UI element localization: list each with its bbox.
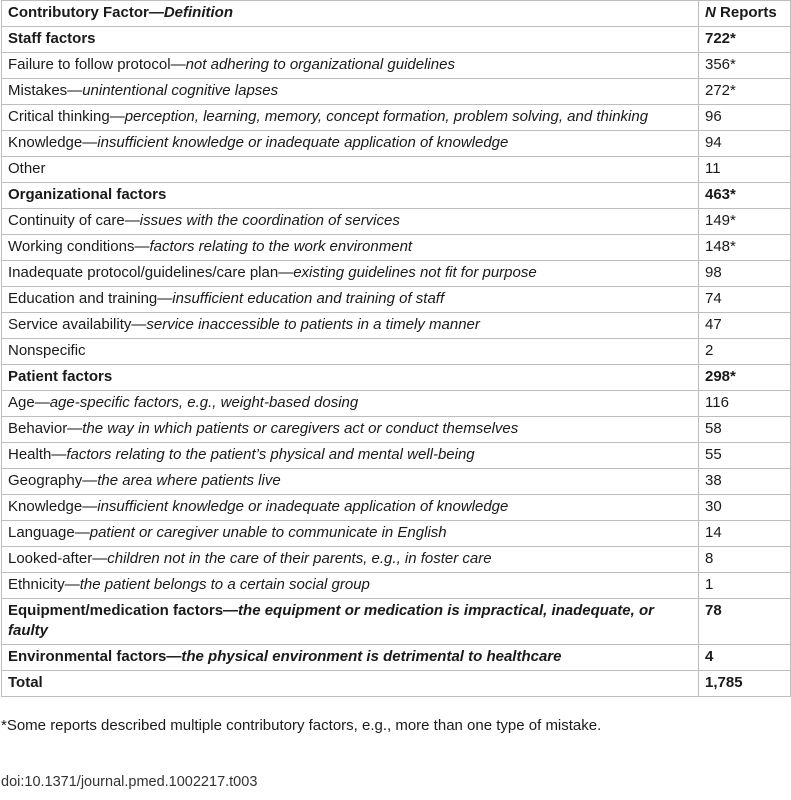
n-reports-cell: 356* bbox=[699, 53, 791, 79]
factor-cell: Knowledge—insufficient knowledge or inadequate application of knowledge bbox=[2, 131, 699, 157]
factor-label: Total bbox=[8, 674, 43, 691]
factor-cell: Education and training—insufficient education and training of staff bbox=[2, 287, 699, 313]
factor-label: Geography bbox=[8, 472, 83, 489]
n-reports-cell: 55 bbox=[699, 443, 791, 469]
table-row bbox=[2, 261, 791, 287]
category-row bbox=[2, 365, 791, 391]
factor-cell: Failure to follow protocol—not adhering to organizational guidelines bbox=[2, 53, 699, 79]
factor-definition: children not in the care of their parents, e.g., in foster care bbox=[107, 550, 492, 567]
factor-definition: patient or caregiver unable to communicate in English bbox=[89, 524, 447, 541]
factor-label: Inadequate protocol/guidelines/care plan bbox=[8, 264, 279, 281]
factor-cell bbox=[2, 365, 699, 391]
contributory-factors-table bbox=[1, 0, 791, 697]
factor-label: Mistakes bbox=[8, 82, 68, 99]
header-reports-label: Reports bbox=[720, 4, 777, 21]
factor-cell: Environmental factors—the physical environment is detrimental to healthcare bbox=[2, 645, 699, 671]
factor-cell bbox=[2, 27, 699, 53]
table-row bbox=[2, 287, 791, 313]
factor-label: Health bbox=[8, 446, 52, 463]
factor-cell: Behavior—the way in which patients or caregivers act or conduct themselves bbox=[2, 417, 699, 443]
factor-cell bbox=[2, 339, 699, 365]
n-reports-cell: 96 bbox=[699, 105, 791, 131]
n-reports-cell: 38 bbox=[699, 469, 791, 495]
factor-definition: the physical environment is detrimental to healthcare bbox=[181, 648, 562, 665]
factor-label: Working conditions bbox=[8, 238, 135, 255]
factor-definition: the patient belongs to a certain social group bbox=[79, 576, 370, 593]
factor-definition: factors relating to the work environment bbox=[149, 238, 413, 255]
category-row bbox=[2, 599, 791, 645]
factor-cell: Inadequate protocol/guidelines/care plan—existing guidelines not fit for purpose bbox=[2, 261, 699, 287]
factor-definition: perception, learning, memory, concept formation, problem solving, and thinking bbox=[124, 108, 649, 125]
table-row bbox=[2, 391, 791, 417]
header-n-reports bbox=[699, 1, 791, 27]
n-reports-cell: 94 bbox=[699, 131, 791, 157]
category-row bbox=[2, 183, 791, 209]
table-row bbox=[2, 521, 791, 547]
factor-label: Organizational factors bbox=[8, 186, 167, 203]
n-reports-cell: 78 bbox=[699, 599, 791, 645]
header-n-label: N bbox=[705, 4, 716, 21]
factor-label: Behavior bbox=[8, 420, 68, 437]
table-row bbox=[2, 131, 791, 157]
factor-definition: the area where patients live bbox=[97, 472, 281, 489]
factor-label: Continuity of care bbox=[8, 212, 125, 229]
factor-definition: service inaccessible to patients in a timely manner bbox=[146, 316, 480, 333]
table-row bbox=[2, 443, 791, 469]
n-reports-cell: 98 bbox=[699, 261, 791, 287]
category-row bbox=[2, 27, 791, 53]
table-row bbox=[2, 547, 791, 573]
factor-label: Looked-after bbox=[8, 550, 93, 567]
factor-label: Age bbox=[8, 394, 35, 411]
factor-label: Equipment/medication factors bbox=[8, 602, 224, 619]
n-reports-cell: 4 bbox=[699, 645, 791, 671]
factor-label: Staff factors bbox=[8, 30, 96, 47]
table-row bbox=[2, 53, 791, 79]
doi-label: doi:10.1371/journal.pmed.1002217.t003 bbox=[1, 774, 258, 790]
factor-cell: Knowledge—insufficient knowledge or inadequate application of knowledge bbox=[2, 495, 699, 521]
n-reports-cell: 1,785 bbox=[699, 671, 791, 697]
factor-cell: Working conditions—factors relating to the work environment bbox=[2, 235, 699, 261]
factor-definition: issues with the coordination of services bbox=[139, 212, 400, 229]
n-reports-cell: 58 bbox=[699, 417, 791, 443]
factor-definition: age-specific factors, e.g., weight-based dosing bbox=[49, 394, 359, 411]
factor-label: Failure to follow protocol bbox=[8, 56, 171, 73]
factor-label: Nonspecific bbox=[8, 342, 86, 359]
n-reports-cell: 11 bbox=[699, 157, 791, 183]
n-reports-cell: 116 bbox=[699, 391, 791, 417]
table-row bbox=[2, 495, 791, 521]
factor-definition: factors relating to the patient’s physical and mental well-being bbox=[66, 446, 475, 463]
factor-label: Ethnicity bbox=[8, 576, 65, 593]
table-row bbox=[2, 79, 791, 105]
factor-definition: insufficient education and training of staff bbox=[172, 290, 445, 307]
table-row bbox=[2, 105, 791, 131]
n-reports-cell: 722* bbox=[699, 27, 791, 53]
factor-label: Other bbox=[8, 160, 46, 177]
factor-cell: Service availability—service inaccessible to patients in a timely manner bbox=[2, 313, 699, 339]
factor-cell: Critical thinking—perception, learning, memory, concept formation, problem solving, and thinking bbox=[2, 105, 699, 131]
factor-cell bbox=[2, 671, 699, 697]
table-row bbox=[2, 469, 791, 495]
category-row bbox=[2, 645, 791, 671]
table-footnote: *Some reports described multiple contributory factors, e.g., more than one type of mistake. bbox=[1, 717, 602, 734]
n-reports-cell: 298* bbox=[699, 365, 791, 391]
factor-cell: Geography—the area where patients live bbox=[2, 469, 699, 495]
factor-definition: the equipment or medication is impractical, inadequate, or faulty bbox=[8, 602, 654, 639]
factor-cell: Age—age-specific factors, e.g., weight-based dosing bbox=[2, 391, 699, 417]
table-row bbox=[2, 573, 791, 599]
factor-cell bbox=[2, 183, 699, 209]
factor-cell: Mistakes—unintentional cognitive lapses bbox=[2, 79, 699, 105]
factor-label: Service availability bbox=[8, 316, 132, 333]
n-reports-cell: 2 bbox=[699, 339, 791, 365]
factor-cell: Continuity of care—issues with the coordination of services bbox=[2, 209, 699, 235]
factor-definition: not adhering to organizational guidelines bbox=[185, 56, 455, 73]
table-row bbox=[2, 235, 791, 261]
table-row bbox=[2, 209, 791, 235]
n-reports-cell: 272* bbox=[699, 79, 791, 105]
n-reports-cell: 149* bbox=[699, 209, 791, 235]
header-factor: Contributory Factor—Definition bbox=[2, 1, 699, 27]
n-reports-cell: 1 bbox=[699, 573, 791, 599]
factor-cell: Ethnicity—the patient belongs to a certain social group bbox=[2, 573, 699, 599]
factor-label: Patient factors bbox=[8, 368, 113, 385]
table-header-row bbox=[2, 1, 791, 27]
factor-definition: insufficient knowledge or inadequate application of knowledge bbox=[97, 134, 509, 151]
table-row bbox=[2, 417, 791, 443]
table-row bbox=[2, 339, 791, 365]
table-row bbox=[2, 157, 791, 183]
total-row bbox=[2, 671, 791, 697]
n-reports-cell: 463* bbox=[699, 183, 791, 209]
header-factor-label: Contributory Factor bbox=[8, 4, 149, 21]
factor-cell bbox=[2, 157, 699, 183]
n-reports-cell: 74 bbox=[699, 287, 791, 313]
factor-definition: unintentional cognitive lapses bbox=[82, 82, 279, 99]
factor-label: Knowledge bbox=[8, 134, 83, 151]
header-definition-label: Definition bbox=[163, 4, 233, 21]
factor-cell: Equipment/medication factors—the equipment or medication is impractical, inadequate, or faulty bbox=[2, 599, 699, 645]
factor-label: Environmental factors bbox=[8, 648, 167, 665]
factor-label: Critical thinking bbox=[8, 108, 110, 125]
factor-cell: Health—factors relating to the patient’s physical and mental well-being bbox=[2, 443, 699, 469]
factor-label: Education and training bbox=[8, 290, 158, 307]
factor-definition: existing guidelines not fit for purpose bbox=[293, 264, 537, 281]
factor-cell: Language—patient or caregiver unable to communicate in English bbox=[2, 521, 699, 547]
factor-label: Language bbox=[8, 524, 75, 541]
factor-definition: the way in which patients or caregivers act or conduct themselves bbox=[82, 420, 519, 437]
n-reports-cell: 148* bbox=[699, 235, 791, 261]
factor-label: Knowledge bbox=[8, 498, 83, 515]
n-reports-cell: 30 bbox=[699, 495, 791, 521]
table-body bbox=[2, 27, 791, 697]
n-reports-cell: 47 bbox=[699, 313, 791, 339]
n-reports-cell: 14 bbox=[699, 521, 791, 547]
factor-cell: Looked-after—children not in the care of their parents, e.g., in foster care bbox=[2, 547, 699, 573]
table-row bbox=[2, 313, 791, 339]
n-reports-cell: 8 bbox=[699, 547, 791, 573]
factor-definition: insufficient knowledge or inadequate application of knowledge bbox=[97, 498, 509, 515]
